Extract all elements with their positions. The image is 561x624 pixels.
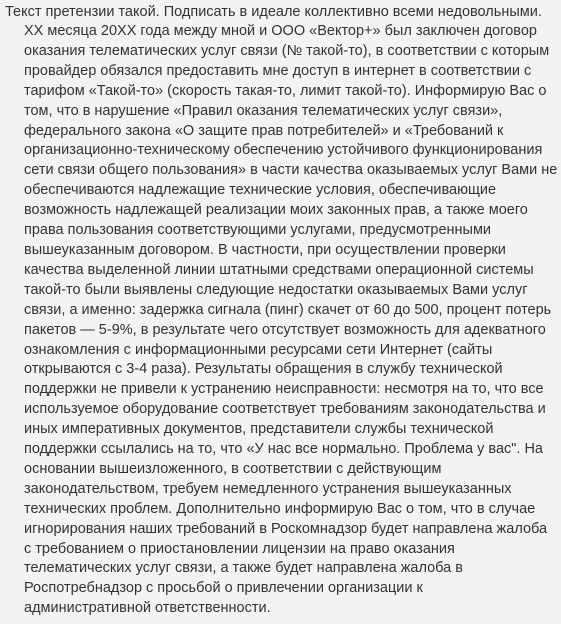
claim-text xyxy=(24,22,557,619)
claim-line: качества выделенной линии штатными средствами операционной системы xyxy=(24,261,534,278)
claim-line: поддержки ссылались на то, что «У нас все нормально. Проблема у вас". На xyxy=(24,441,543,458)
claim-line: основании вышеизложенного, в соответствии с действующим xyxy=(24,460,442,477)
claim-line: федерального закона «О защите прав потребителей» и «Требований к xyxy=(24,122,504,139)
claim-line: связи, а именно: задержка сигнала (пинг) скачет от 60 до 500, процент потерь xyxy=(24,301,552,318)
claim-line: провайдер обязался предоставить мне доступ в интернет в соответствии с xyxy=(24,62,532,79)
claim-line: тарифом «Такой-то» (скорость такая-то, лимит такой-то). Информирую Вас о xyxy=(24,82,547,99)
claim-line: права пользования соответствующими услугами, предусмотренными xyxy=(24,222,492,239)
claim-line: телематических услуг связи, а также будет направлена жалоба в xyxy=(24,560,463,577)
claim-line: административной ответственности. xyxy=(24,600,271,617)
claim-line: законодательством, требуем немедленного устранения вышеуказанных xyxy=(24,480,512,497)
claim-line: XX месяца 20XX года между мной и ООО «Вектор+» был заключен договор xyxy=(24,23,537,39)
claim-line: технических проблем. Дополнительно информирую Вас о том, что в случае xyxy=(24,500,536,517)
claim-line: оказания телематических услуг связи (№ такой-то), в соответствии с которым xyxy=(24,42,550,59)
claim-line: организационно-техническому обеспечению устойчивого функционирования xyxy=(24,142,543,159)
claim-line: том, что в нарушение «Правил оказания телематических услуг связи», xyxy=(24,102,503,119)
claim-line: используемое оборудование соответствует требованиям законодательства и xyxy=(24,401,546,418)
claim-line: поддержки не привели к устранению неисправности: несмотря на то, что все xyxy=(24,381,544,398)
claim-line: обеспечиваются надлежащие технические условия, обеспечивающие xyxy=(24,182,497,199)
claim-line: пакетов — 5-9%, в результате чего отсутствует возможность для адекватного xyxy=(24,321,546,338)
claim-line: открываются с 3-4 раза). Результаты обращения в службу технической xyxy=(24,361,503,378)
claim-line: иных императивных документов, представители службы технической xyxy=(24,421,494,438)
claim-line: такой-то были выявлены следующие недостатки оказываемых Вами услуг xyxy=(24,281,528,298)
claim-line: возможность надлежащей реализации моих законных прав, а также моего xyxy=(24,202,528,219)
claim-line: с требованием о приостановлении лицензии на право оказания xyxy=(24,540,455,557)
claim-line: вышеуказанным договором. В частности, при осуществлении проверки xyxy=(24,241,506,258)
claim-line: игнорирования наших требований в Роскомнадзор будет направлена жалоба xyxy=(24,520,548,537)
claim-line: Роспотребнадзор с просьбой о привлечении организации к xyxy=(24,580,423,597)
claim-line: сети связи общего пользования» в части качества оказываемых услуг Вами не xyxy=(24,162,558,179)
intro-text: Текст претензии такой. Подписать в идеале коллективно всеми недовольными. xyxy=(5,4,542,20)
claim-line: ознакомления с информационными ресурсами сети Интернет (сайты xyxy=(24,341,493,358)
